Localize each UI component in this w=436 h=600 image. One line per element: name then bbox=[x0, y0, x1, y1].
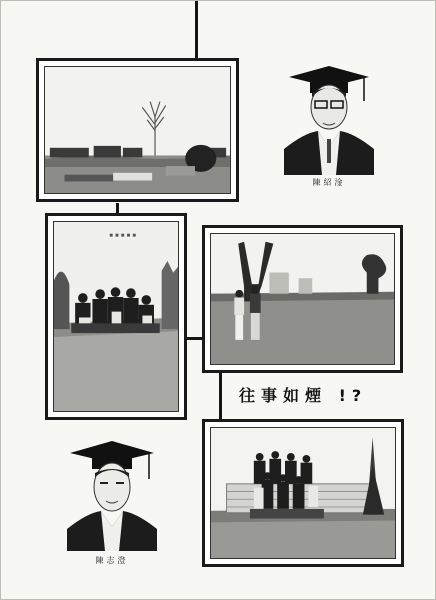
photo-park-picnic bbox=[36, 58, 239, 202]
graduation-portrait-icon bbox=[67, 437, 157, 551]
group-by-tree-building-photo bbox=[210, 427, 396, 559]
graduation-portrait-icon bbox=[284, 63, 374, 175]
portrait-name-caption: 陳志澄 bbox=[95, 556, 129, 565]
photo-couple-by-tree bbox=[202, 225, 403, 373]
park-picnic-photo bbox=[44, 66, 231, 194]
portrait-name-caption: 陳紹淦 bbox=[312, 178, 346, 187]
photo-group-on-grass bbox=[45, 213, 187, 420]
portrait-bottom-left bbox=[67, 437, 157, 567]
connector-line-title-vertical bbox=[219, 373, 222, 419]
page-title: 往事如煙 !? bbox=[239, 386, 368, 405]
photo-group-by-building bbox=[202, 419, 404, 567]
couple-by-tree-photo bbox=[210, 233, 395, 365]
portrait-top-right bbox=[284, 63, 374, 188]
connector-line-center bbox=[185, 337, 203, 340]
group-on-grass-photo bbox=[53, 221, 179, 412]
connector-line-top bbox=[195, 1, 198, 58]
